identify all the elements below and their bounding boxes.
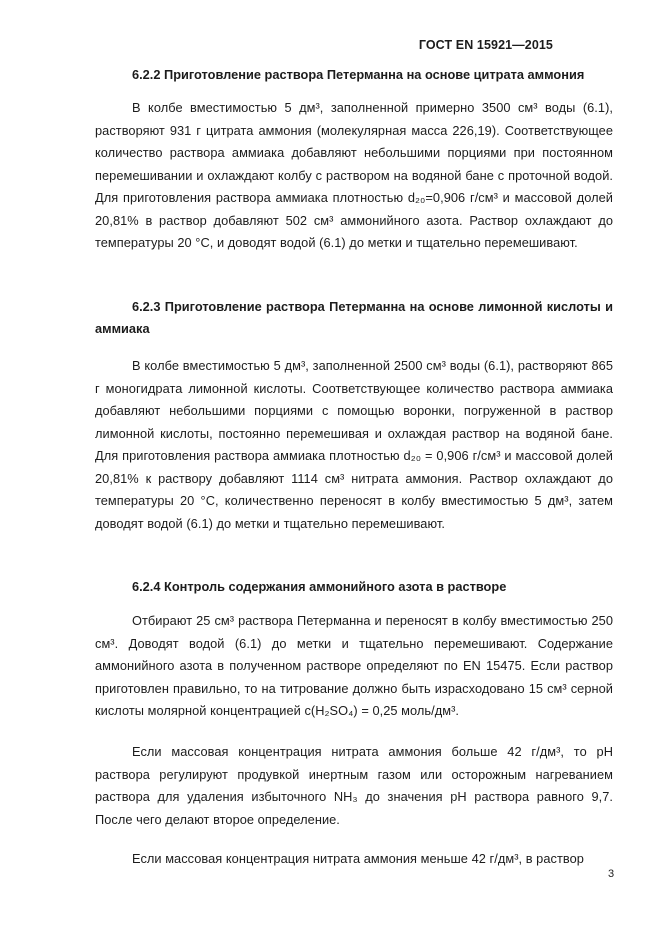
paragraph-6-2-2: В колбе вместимостью 5 дм³, заполненной примерно 3500 см³ воды (6.1), растворяют 931 г цитрата аммония (молекулярная масса 226,19). Соответствующее количество раствора аммиака добавляют небольшими порциями при постоянном перемешивании и охлаждают колбу с раствором на водяной бане с проточной водой. Для приготовления раствора аммиака плотностью d₂₀=0,906 г/см³ и массовой долей 20,81% в раствор добавляют 502 см³ аммонийного азота. Раствор охлаждают до температуры 20 °С, и доводят водой (6.1) до метки и тщательно перемешивают. <box>95 100 613 250</box>
paragraph-6-2-3: В колбе вместимостью 5 дм³, заполненной 2500 см³ воды (6.1), растворяют 865 г моногидрата лимонной кислоты. Соответствующее количество раствора аммиака добавляют небольшими порциями с помощью воронки, погруженной в раствор лимонной кислоты, постоянно перемешивая и охлаждая раствор на водяной бане. Для приготовления раствора аммиака плотностью d₂₀ = 0,906 г/см³ и массовой долей 20,81% к раствору добавляют 1114 см³ нитрата аммония. Раствор охлаждают до температуры 20 °С, количественно переносят в колбу вместимостью 5 дм³, затем доводят водой (6.1) до метки и тщательно перемешивают. <box>95 358 613 531</box>
section-heading-6-2-3: 6.2.3 Приготовление раствора Петерманна на основе лимонной кислоты и аммиака <box>95 299 613 336</box>
section-heading-6-2-2: 6.2.2 Приготовление раствора Петерманна на основе цитрата аммония <box>132 67 585 82</box>
section-heading-6-2-4: 6.2.4 Контроль содержания аммонийного азота в растворе <box>132 579 507 594</box>
page-number: 3 <box>608 868 615 880</box>
standard-header: ГОСТ EN 15921—2015 <box>418 38 553 52</box>
paragraph-6-2-4-a: Отбирают 25 см³ раствора Петерманна и переносят в колбу вместимостью 250 см³. Доводят водой (6.1) до метки и тщательно перемешивают. Содержание аммонийного азота в полученном растворе определяют по EN 15475. Если раствор приготовлен правильно, то на титрование должно быть израсходовано 15 см³ серной кислоты молярной концентрацией c(H₂SO₄) = 0,25 моль/дм³. <box>95 613 613 718</box>
paragraph-6-2-4-c: Если массовая концентрация нитрата аммония меньше 42 г/дм³, в раствор <box>132 851 584 866</box>
paragraph-6-2-4-b: Если массовая концентрация нитрата аммония больше 42 г/дм³, то pH раствора регулируют продувкой инертным газом или осторожным нагреванием раствора для удаления избыточного NH₃ до значения pH раствора равного 9,7. После чего делают второе определение. <box>95 744 613 827</box>
